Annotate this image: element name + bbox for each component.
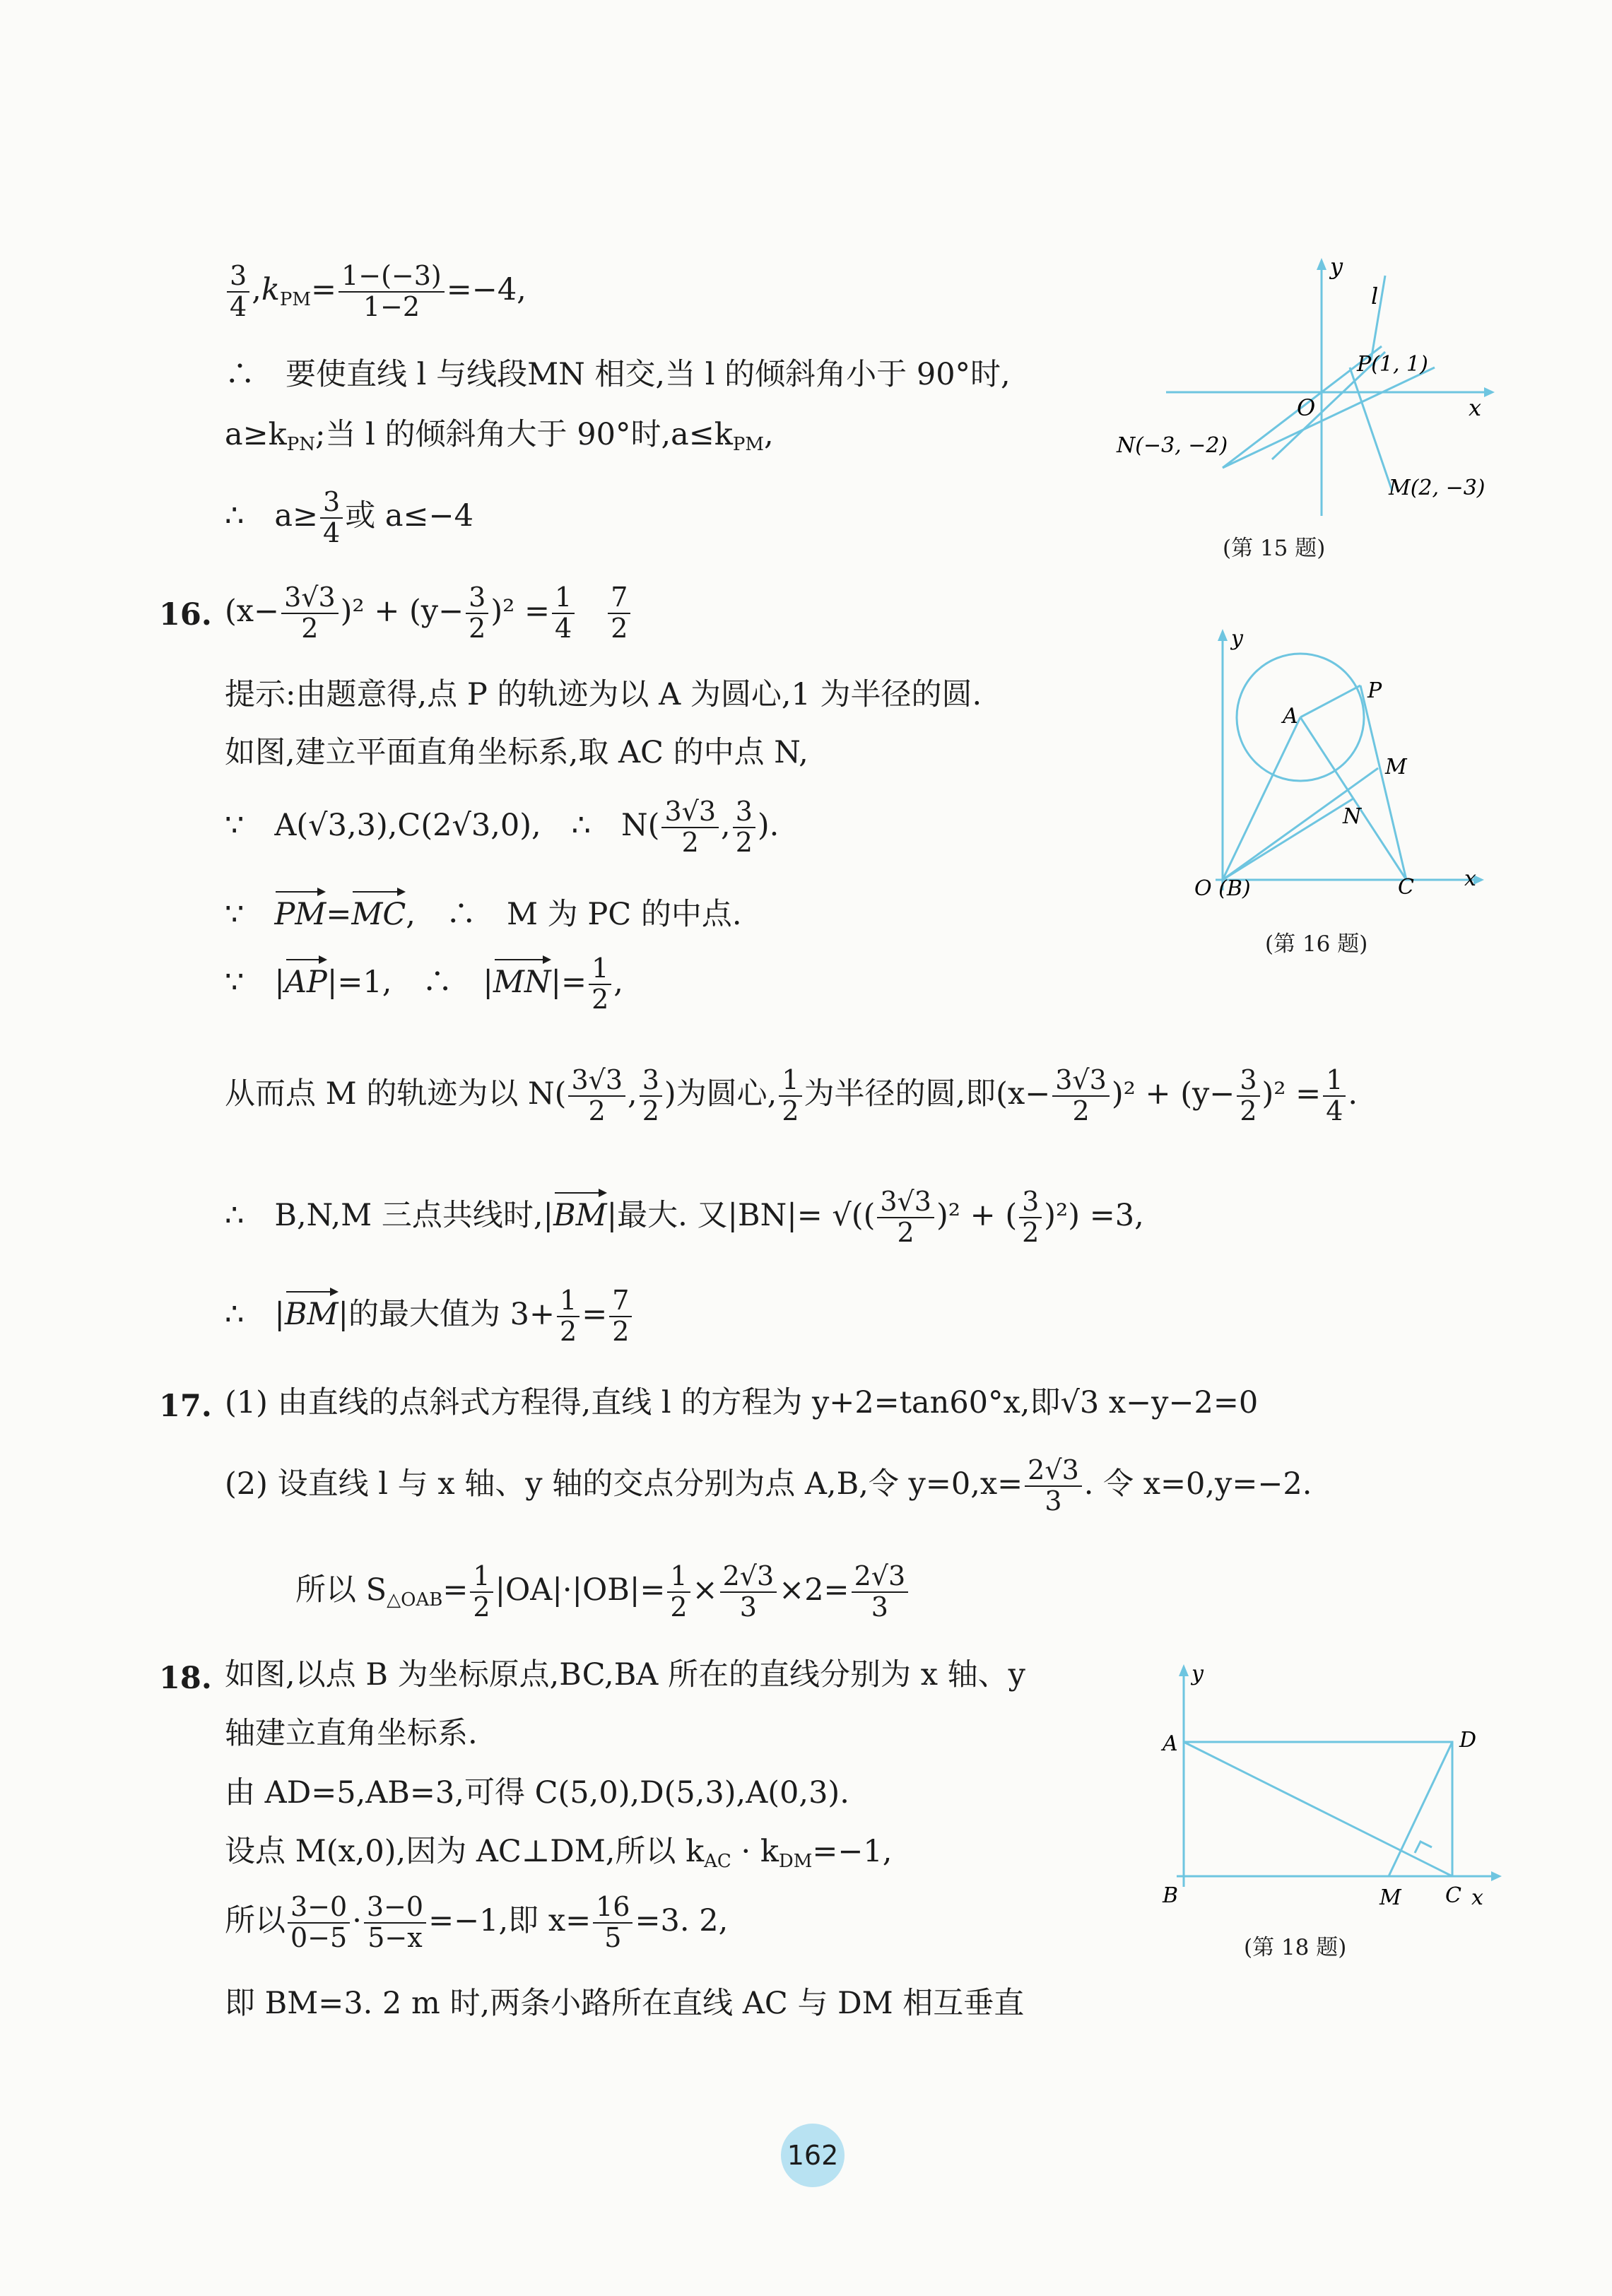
p16-line4: ∵ PM=MC, ∴ M 为 PC 的中点. <box>225 887 742 934</box>
point-c-label: C <box>1398 875 1414 900</box>
point-a-label: A <box>1283 704 1298 729</box>
point-m-label: M(2, −3) <box>1389 476 1485 500</box>
figure-18 <box>1138 1654 1505 1936</box>
fraction: $\frac{3√3}{2}$ <box>568 1066 625 1126</box>
p16-hint1: 提示:由题意得,点 P 的轨迹为以 A 为圆心,1 为半径的圆. <box>225 677 982 712</box>
fraction: $\frac{3-0}{5-x}$ <box>364 1892 426 1953</box>
figure-16 <box>1173 618 1498 908</box>
axis-y-label: y <box>1192 1661 1204 1686</box>
line-l-label: l <box>1371 283 1379 310</box>
fraction: $\frac{3}{2}$ <box>733 797 755 858</box>
problem-number-17: 17. <box>159 1389 212 1424</box>
p18-line4: 设点 M(x,0),因为 AC⊥DM,所以 $k_{AC} \cdot k_{DM}=-1$, <box>225 1834 893 1872</box>
p15-line2: ∴ 要使直线 l 与线段MN 相交,当 l 的倾斜角小于 90°时, <box>225 357 1011 392</box>
caption-15: (第 15 题) <box>1223 536 1326 561</box>
fraction: $\frac{2√3}{3}$ <box>720 1562 777 1623</box>
p15-line3: $a\ge k_{PN}$;当 l 的倾斜角大于 90°时$,a\le k_{PM}$, <box>225 417 774 455</box>
fraction: $\frac{3}{4}$ <box>320 488 343 548</box>
point-p-label: P <box>1367 678 1382 703</box>
fraction: $\frac{1}{2}$ <box>589 954 611 1015</box>
axis-x-label: x <box>1471 1885 1483 1910</box>
p16-line8: ∴ |BM|的最大值为 3+ $\frac{1}{2}$ = $\frac{7}{2}$ <box>225 1286 634 1347</box>
p18-line5: 所以 $\frac{3-0}{0-5}$ · $\frac{3-0}{5-x}$ =−1,即 x= $\frac{16}{5}$ =3. 2, <box>225 1891 729 1953</box>
fraction: $\frac{2√3}{3}$ <box>1025 1456 1082 1517</box>
fraction: $\frac{3}{2}$ <box>1237 1066 1259 1126</box>
fraction: $\frac{1}{2}$ <box>470 1562 493 1623</box>
fraction: $\frac{1}{2}$ <box>667 1562 690 1623</box>
caption-18: (第 18 题) <box>1244 1935 1347 1960</box>
figure-15 <box>1102 247 1498 551</box>
point-a-label: A <box>1163 1731 1178 1756</box>
fraction: $\frac{1}{2}$ <box>557 1286 580 1347</box>
fraction: $\frac{7}{2}$ <box>609 1286 632 1347</box>
problem-number-18: 18. <box>159 1661 212 1696</box>
page-number: 162 <box>781 2124 845 2187</box>
p15-line4: ∴ a≥ $\frac{3}{4}$ 或 a≤−4 <box>225 486 473 548</box>
fraction: $\frac{1}{2}$ <box>779 1066 801 1126</box>
p16-answer: (x− $\frac{3√3}{2}$ )² + (y− $\frac{3}{2}$ )² = $\frac{1}{4}$ $\frac{7}{2}$ <box>225 583 633 644</box>
p16-hint2: 如图,建立平面直角坐标系,取 AC 的中点 N, <box>225 735 808 770</box>
point-d-label: D <box>1459 1728 1477 1753</box>
p18-line3: 由 AD=5,AB=3,可得 C(5,0),D(5,3),A(0,3). <box>225 1775 849 1811</box>
point-b-label: B <box>1163 1883 1179 1908</box>
fraction: $\frac{3√3}{2}$ <box>661 797 719 858</box>
p18-line2: 轴建立直角坐标系. <box>225 1716 478 1751</box>
p16-line7: ∴ B,N,M 三点共线时,|BM|最大. 又|BN|= √(( $\frac{3√3}{2}$ )² + ( $\frac{3}{2}$ )²) =3, <box>225 1186 1144 1248</box>
fraction: $\frac{3√3}{2}$ <box>1052 1066 1110 1126</box>
p15-line1: $\frac{3}{4}$ $,k_{PM}=$ $\frac{1-(-3)}{1-2}$ =−4, <box>225 261 526 322</box>
point-m-label: M <box>1379 1885 1401 1910</box>
axis-y-label: y <box>1231 626 1243 651</box>
origin-label: O <box>1297 394 1316 421</box>
p16-line5: ∵ |AP|=1, ∴ |MN|= $\frac{1}{2}$ , <box>225 953 623 1015</box>
fraction: $\frac{3}{2}$ <box>640 1066 662 1126</box>
p17-line1: (1) 由直线的点斜式方程得,直线 l 的方程为 y+2=tan60°x,即√3 x−y−2=0 <box>225 1385 1259 1420</box>
fraction: $\frac{1}{4}$ <box>1323 1066 1346 1126</box>
caption-16: (第 16 题) <box>1265 931 1368 957</box>
fraction: $\frac{7}{2}$ <box>608 583 630 644</box>
fraction: $\frac{3}{4}$ <box>227 261 249 322</box>
p17-line2: (2) 设直线 l 与 x 轴、y 轴的交点分别为点 A,B,令 y=0,x= $\frac{2√3}{3}$ . 令 x=0,y=−2. <box>225 1454 1312 1517</box>
fraction: $\frac{1}{4}$ <box>552 583 575 644</box>
point-c-label: C <box>1445 1883 1461 1908</box>
fraction: $\frac{3}{2}$ <box>1019 1187 1042 1248</box>
point-m-label: M <box>1385 755 1407 779</box>
problem-number-16: 16. <box>159 597 212 632</box>
origin-label: O (B) <box>1194 876 1251 901</box>
point-n-label: N <box>1343 804 1362 829</box>
fraction: $\frac{3-0}{0-5}$ <box>288 1892 350 1953</box>
p18-line1: 如图,以点 B 为坐标原点,BC,BA 所在的直线分别为 x 轴、y <box>225 1657 1025 1692</box>
point-p-label: P(1, 1) <box>1357 352 1428 377</box>
p16-line6: 从而点 M 的轨迹为以 N( $\frac{3√3}{2}$ , $\frac{3}{2}$ )为圆心, $\frac{1}{2}$ 为半径的圆,即(x− $\frac{3√3}{2}$ )² + (y− $\frac{3}{2}$ )² = $\frac{1}{4}$ . <box>225 1064 1358 1126</box>
fraction: $\frac{3}{2}$ <box>466 583 488 644</box>
fraction: $\frac{16}{5}$ <box>593 1892 633 1953</box>
axis-x-label: x <box>1464 866 1476 891</box>
point-n-label: N(−3, −2) <box>1117 433 1228 458</box>
fraction: $\frac{2√3}{3}$ <box>852 1562 909 1623</box>
fraction: $\frac{1-(-3)}{1-2}$ <box>339 261 445 322</box>
axis-x-label: x <box>1469 394 1482 421</box>
fraction: $\frac{3√3}{2}$ <box>281 583 339 644</box>
p18-line6: 即 BM=3. 2 m 时,两条小路所在直线 AC 与 DM 相互垂直 <box>225 1986 1025 2021</box>
fraction: $\frac{3√3}{2}$ <box>877 1187 934 1248</box>
p17-line3: 所以 $S_{\triangle OAB}=$ $\frac{1}{2}$ |OA|·|OB|= $\frac{1}{2}$ × $\frac{2√3}{3}$ ×2= $\frac{2√3}{3}$ <box>295 1562 910 1623</box>
axis-y-label: y <box>1330 253 1343 280</box>
p16-line3: ∵ A(√3,3),C(2√3,0), ∴ N( $\frac{3√3}{2}$ , $\frac{3}{2}$ ). <box>225 796 779 858</box>
